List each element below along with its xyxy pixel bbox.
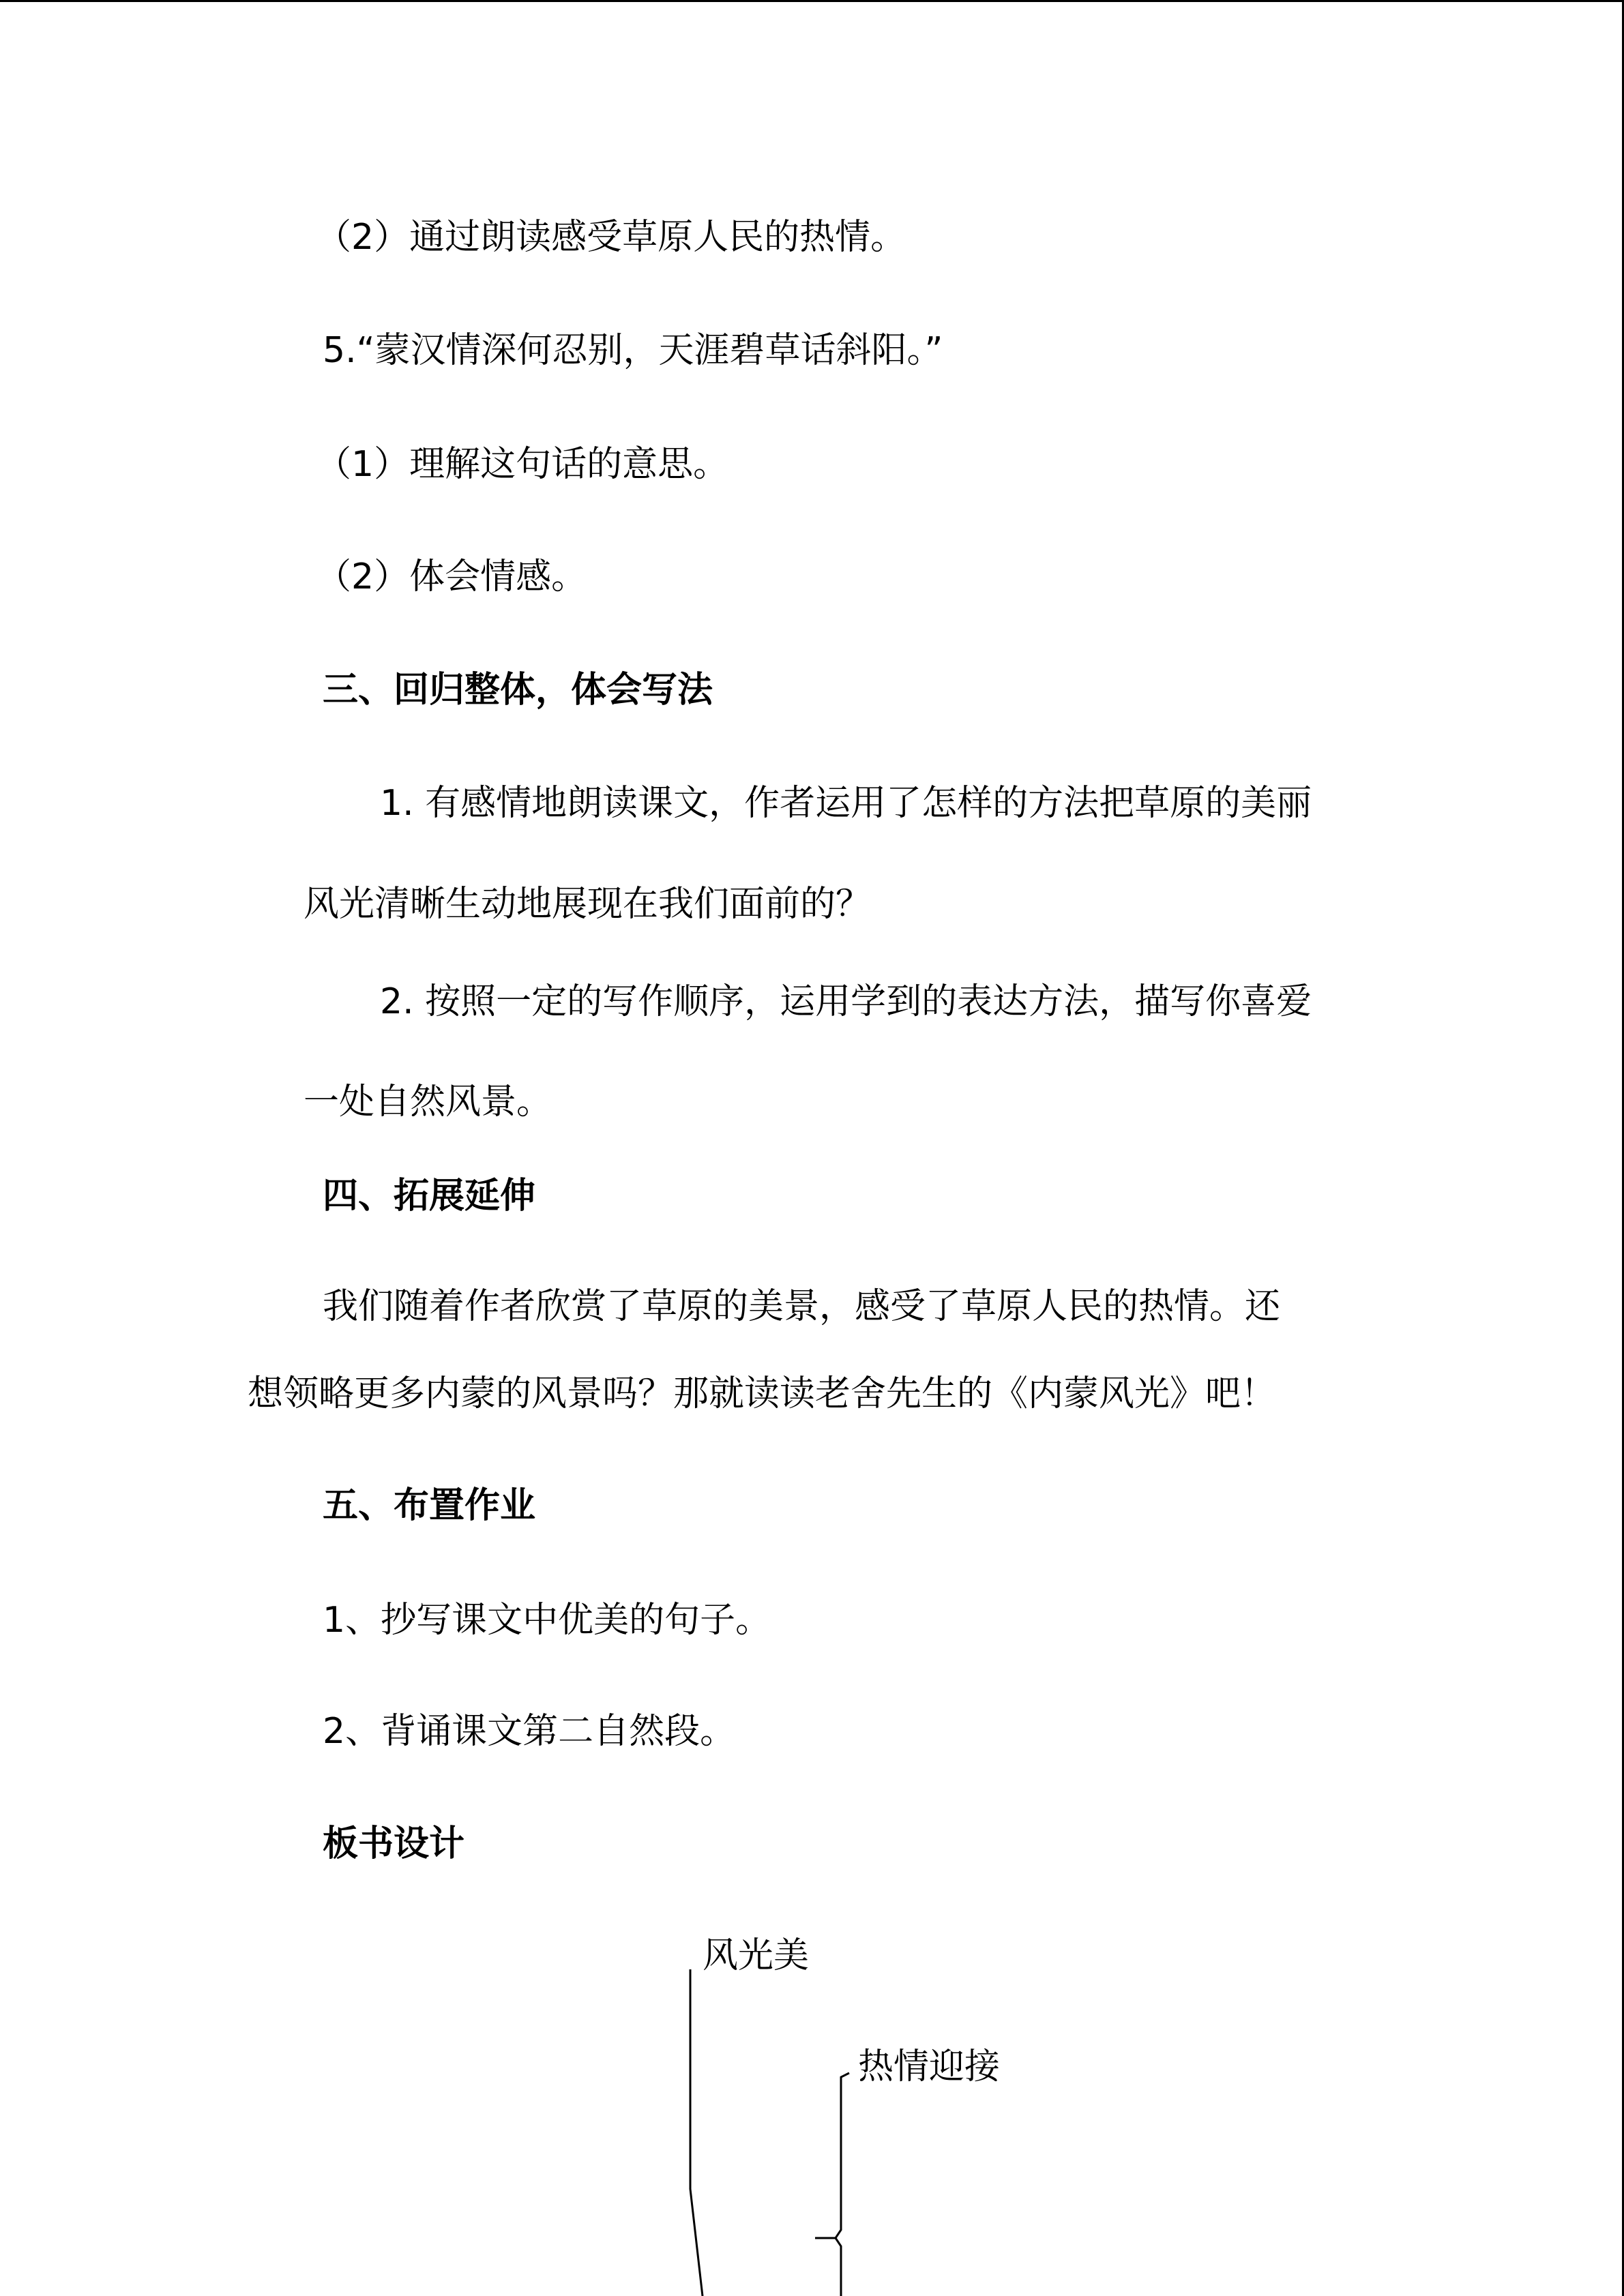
board-item-welcome: 热情迎接 — [858, 2046, 1001, 2087]
section-heading-4: 四、拓展延伸 — [323, 1176, 536, 1217]
board-design-title: 板书设计 — [323, 1823, 465, 1864]
item-feel-enthusiasm: （2）通过朗读感受草原人民的热情。 — [316, 217, 906, 258]
question-1-line-1: 1. 有感情地朗读课文，作者运用了怎样的方法把草原的美丽 — [380, 783, 1312, 824]
extension-line-2: 想领略更多内蒙的风景吗？那就读读老舍先生的《内蒙风光》吧！ — [248, 1373, 1277, 1414]
question-2-line-2: 一处自然风景。 — [304, 1082, 552, 1122]
section-heading-3: 三、回归整体，体会写法 — [323, 670, 713, 711]
question-2-line-1: 2. 按照一定的写作顺序，运用学到的表达方法，描写你喜爱 — [380, 981, 1312, 1022]
board-main-bracket — [690, 1969, 703, 2296]
item-5-quote: 5.“蒙汉情深何忍别，天涯碧草话斜阳。” — [323, 330, 943, 371]
homework-1: 1、抄写课文中优美的句子。 — [323, 1600, 771, 1641]
question-1-line-2: 风光清晰生动地展现在我们面前的？ — [304, 884, 872, 925]
item-feel-emotion: （2）体会情感。 — [316, 556, 587, 597]
item-understand-meaning: （1）理解这句话的意思。 — [316, 444, 729, 485]
extension-line-1: 我们随着作者欣赏了草原的美景，感受了草原人民的热情。还 — [323, 1286, 1281, 1327]
board-item-scenery: 风光美 — [703, 1935, 810, 1976]
homework-2: 2、背诵课文第二自然段。 — [323, 1711, 736, 1752]
section-heading-5: 五、布置作业 — [323, 1485, 536, 1526]
board-sub-bracket — [815, 2073, 849, 2296]
